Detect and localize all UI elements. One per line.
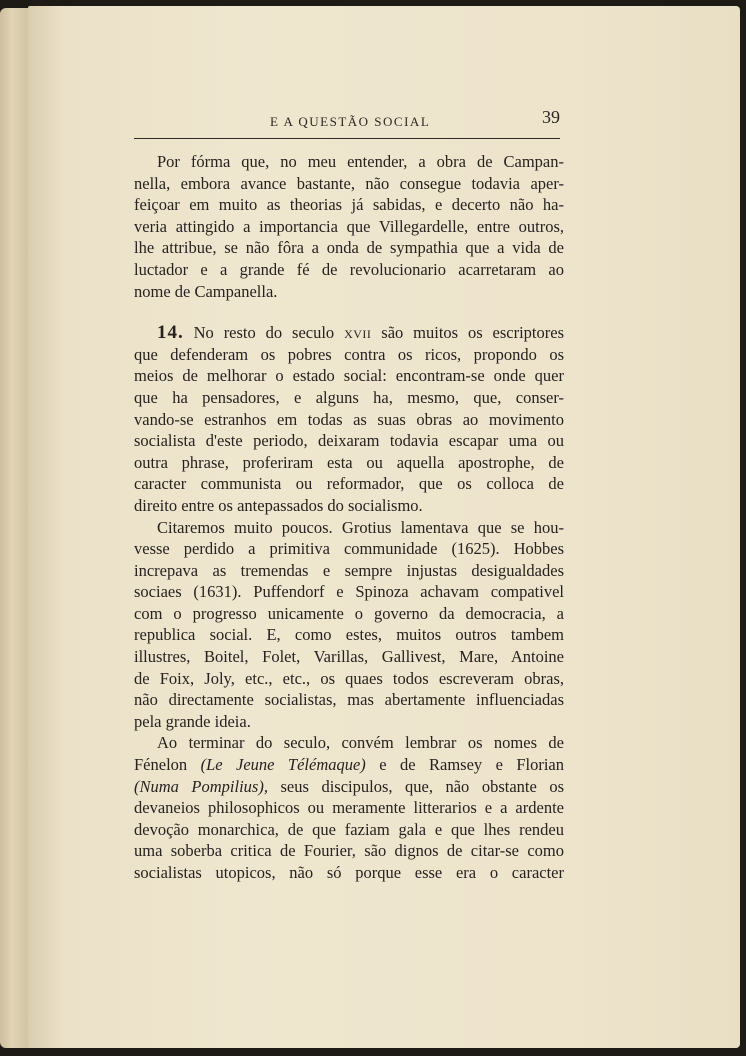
text-line: nella, embora avance bastante, não consegue todavia aper- bbox=[134, 173, 564, 193]
text-line: vesse perdido a primitiva communidade (1625). Hobbes bbox=[134, 539, 564, 559]
text-line: republica social. E, como estes, muitos outros tambem bbox=[134, 625, 564, 645]
text-line: uma soberba critica de Fourier, são dignos de citar-se como bbox=[134, 841, 564, 861]
text-line: de Foix, Joly, etc., etc., os quaes todos escreveram obras, bbox=[134, 668, 564, 688]
text-line: increpava as tremendas e sempre injustas desigualdades bbox=[134, 560, 564, 580]
page-stack-edge bbox=[0, 8, 31, 1048]
text-line bbox=[134, 776, 564, 798]
text-line: Ao terminar do seculo, convém lembrar os nomes de bbox=[157, 733, 564, 753]
text-line: caracter communista ou reformador, que os colloca de bbox=[134, 474, 564, 494]
running-title: E A QUESTÃO SOCIAL bbox=[270, 114, 431, 129]
text-line: não directamente socialistas, mas abertamente influenciadas bbox=[134, 690, 564, 710]
text-fragment: seus discipulos, que, não obstante os bbox=[267, 776, 564, 796]
text-line bbox=[134, 754, 564, 776]
text-line: luctador e a grande fé de revolucionario acarretaram ao bbox=[134, 259, 564, 279]
text-line: lhe attribue, se não fôra a onda de sympathia que a vida de bbox=[134, 238, 564, 258]
text-line: direito entre os antepassados do socialismo. bbox=[134, 495, 423, 515]
paragraph-gap bbox=[134, 302, 564, 322]
text-line: com o progresso unicamente o governo da democracia, a bbox=[134, 603, 564, 623]
text-line: meios de melhorar o estado social: encontram-se onde quer bbox=[134, 366, 564, 386]
century-numeral: XVII bbox=[344, 327, 372, 342]
text-fragment: e de Ramsey e Florian bbox=[365, 755, 564, 775]
page-header bbox=[134, 104, 560, 139]
text-line: socialistas utopicos, não só porque esse era o caracter bbox=[134, 863, 564, 882]
text-line: feiçoar em muito as theorias já sabidas, e decerto não ha- bbox=[134, 195, 564, 215]
text-line: vando-se estranhos em todas as suas obras ao movimento bbox=[134, 409, 564, 429]
page-body bbox=[134, 151, 564, 884]
text-line: devaneios philosophicos ou meramente litterarios e a ardente bbox=[134, 798, 564, 818]
text-line: que defenderam os pobres contra os ricos, propondo os bbox=[134, 344, 564, 364]
text-line: outra phrase, proferiram esta ou aquella apostrophe, de bbox=[134, 452, 564, 472]
text-line: illustres, Boitel, Folet, Varillas, Gallivest, Mare, Antoine bbox=[134, 647, 564, 667]
text-line: Citaremos muito poucos. Grotius lamentava que se hou- bbox=[157, 517, 564, 537]
text-line: veria attingido a importancia que Villegardelle, entre outros, bbox=[134, 216, 564, 236]
text-line: sociaes (1631). Puffendorf e Spinoza achavam compativel bbox=[134, 582, 564, 602]
section-first-line bbox=[134, 322, 564, 344]
text-line: socialista d'este periodo, deixaram todavia escapar uma ou bbox=[134, 431, 564, 451]
text-line: Por fórma que, no meu entender, a obra de Campan- bbox=[157, 152, 564, 171]
text-fragment: são muitos os escriptores bbox=[371, 323, 565, 343]
text-fragment: No resto do seculo bbox=[193, 323, 345, 343]
text-line: pela grande ideia. bbox=[134, 711, 251, 731]
work-title: (Numa Pompilius), bbox=[134, 776, 268, 796]
page-number: 39 bbox=[542, 107, 560, 127]
section-number: 14. bbox=[157, 322, 184, 344]
text-line: devoção monarchica, de que faziam gala e que lhes rendeu bbox=[134, 819, 564, 839]
work-title: (Le Jeune Télémaque) bbox=[200, 755, 366, 775]
text-line: que ha pensadores, e alguns ha, mesmo, que, conser- bbox=[134, 387, 564, 407]
text-line: nome de Campanella. bbox=[134, 281, 278, 301]
text-fragment: Fénelon bbox=[134, 755, 201, 775]
